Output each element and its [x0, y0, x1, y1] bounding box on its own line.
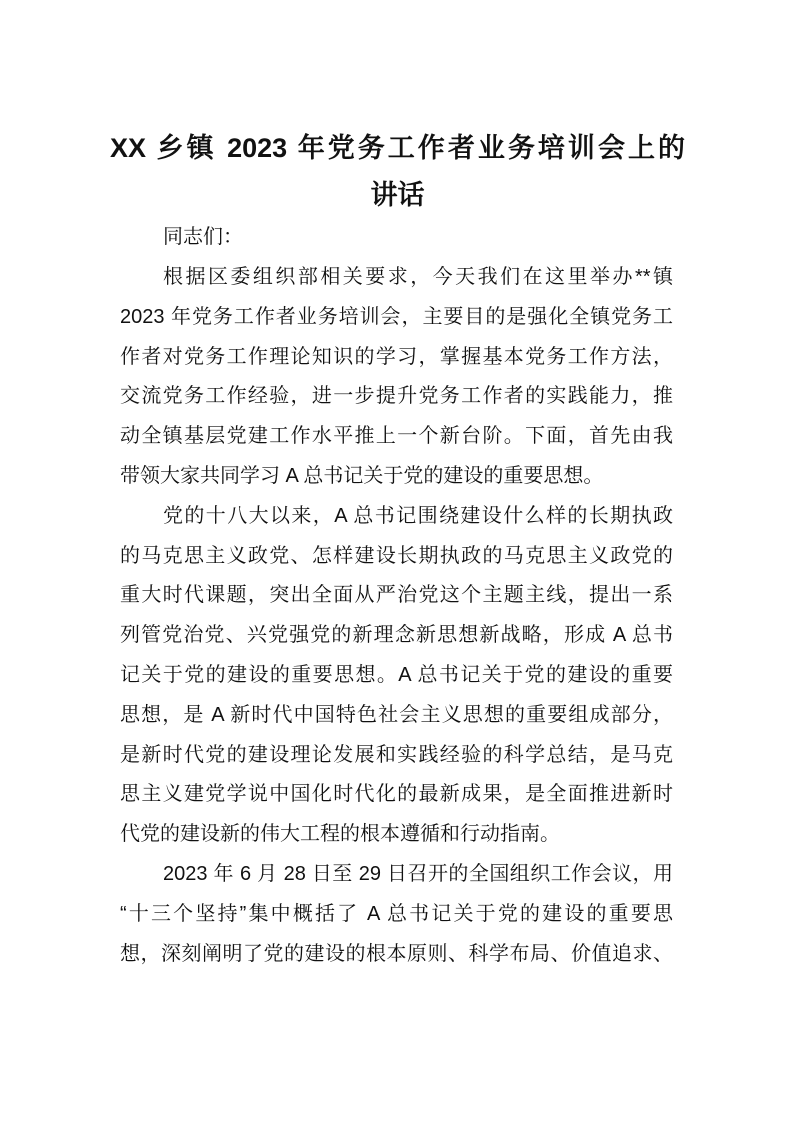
paragraph-2-line: 思主义建党学说中国化时代化的最新成果，是全面推进新时	[120, 783, 673, 806]
document-title-line-2: 讲话	[370, 180, 425, 210]
paragraph-1-line: 2023 年党务工作者业务培训会，主要目的是强化全镇党务工	[120, 305, 673, 328]
paragraph-1-line: 作者对党务工作理论知识的学习，掌握基本党务工作方法，	[120, 345, 673, 368]
paragraph-3-line: 想，深刻阐明了党的建设的根本原则、科学布局、价值追求、	[120, 942, 673, 965]
paragraph-2-line: 重大时代课题，突出全面从严治党这个主题主线，提出一系	[120, 584, 673, 607]
paragraph-2-line: 记关于党的建设的重要思想。A 总书记关于党的建设的重要	[120, 664, 673, 686]
paragraph-2-line: 的马克思主义政党、怎样建设长期执政的马克思主义政党的	[120, 544, 673, 567]
paragraph-2-line: 思想，是 A 新时代中国特色社会主义思想的重要组成部分，	[120, 703, 673, 726]
paragraph-1-line: 根据区委组织部相关要求，今天我们在这里举办**镇	[163, 266, 673, 288]
salutation: 同志们：	[163, 226, 243, 248]
paragraph-1-line: 动全镇基层党建工作水平推上一个新台阶。下面，首先由我	[120, 425, 673, 448]
paragraph-1-line: 带领大家共同学习 A 总书记关于党的建设的重要思想。	[120, 465, 604, 487]
paragraph-2-line: 代党的建设新的伟大工程的根本遵循和行动指南。	[120, 823, 560, 846]
paragraph-1-line: 交流党务工作经验，进一步提升党务工作者的实践能力，推	[120, 385, 673, 408]
paragraph-2-line: 党的十八大以来，A 总书记围绕建设什么样的长期执政	[163, 504, 673, 527]
document-title-line-1: XX 乡镇 2023 年党务工作者业务培训会上的	[110, 133, 685, 163]
paragraph-2-line: 列管党治党、兴党强党的新理念新思想新战略，形成 A 总书	[120, 624, 673, 647]
paragraph-3-line: “十三个坚持”集中概括了 A 总书记关于党的建设的重要思	[120, 902, 673, 925]
paragraph-3-line: 2023 年 6 月 28 日至 29 日召开的全国组织工作会议，用	[163, 863, 673, 885]
paragraph-2-line: 是新时代党的建设理论发展和实践经验的科学总结，是马克	[120, 743, 673, 766]
